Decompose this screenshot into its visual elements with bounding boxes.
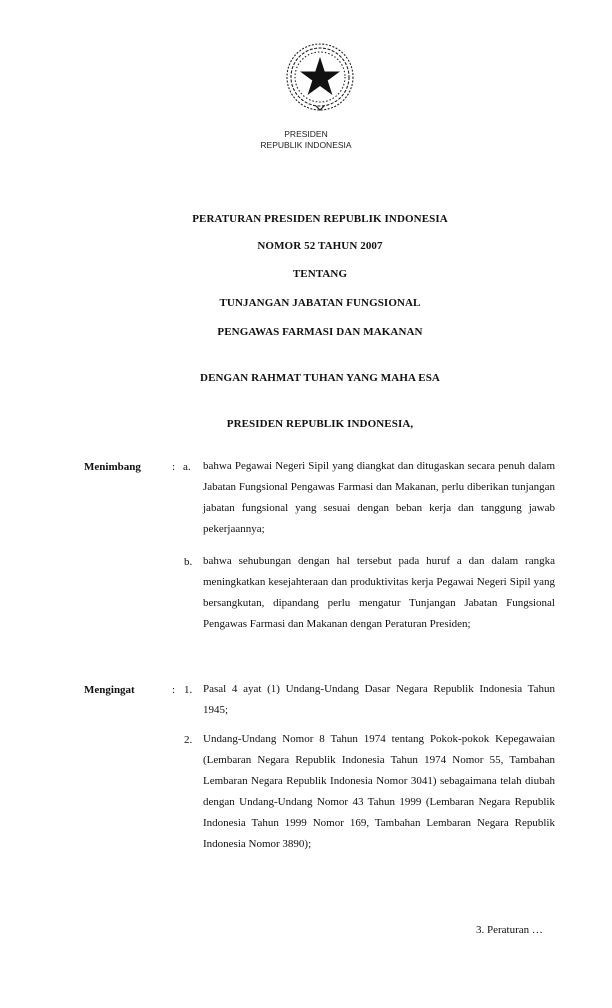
regulation-tentang: TENTANG	[292, 268, 348, 280]
mengingat-marker-1: 1.	[184, 684, 193, 696]
invocation: DENGAN RAHMAT TUHAN YANG MAHA ESA	[200, 372, 440, 384]
regulation-subject-line2: PENGAWAS FARMASI DAN MAKANAN	[217, 326, 423, 338]
regulation-subject-line1: TUNJANGAN JABATAN FUNGSIONAL	[219, 297, 421, 309]
menimbang-marker-b: b.	[184, 556, 193, 568]
mengingat-label: Mengingat	[84, 684, 135, 696]
menimbang-colon: :	[172, 461, 176, 473]
mengingat-item-1: Pasal 4 ayat (1) Undang-Undang Dasar Negara Republik Indonesia Tahun 1945;	[203, 683, 555, 716]
menimbang-label: Menimbang	[84, 461, 141, 473]
menimbang-item-b: bahwa sehubungan dengan hal tersebut pada huruf a dan dalam rangka meningkatkan kesejahteraan dan produktivitas kerja Pegawai Negeri Sipil yang bersangkutan, dipandang perlu mengatur Tunjangan Jabatan Fungsional Pengawas Farmasi dan Makanan dengan Peraturan Presiden;	[203, 555, 555, 630]
page-continuation: 3. Peraturan …	[476, 924, 543, 936]
menimbang-marker-a: a.	[183, 461, 191, 473]
emblem-caption-line1: PRESIDEN	[284, 129, 328, 139]
issuer: PRESIDEN REPUBLIK INDONESIA,	[226, 418, 414, 430]
menimbang-item-a: bahwa Pegawai Negeri Sipil yang diangkat dan ditugaskan secara penuh dalam Jabatan Fungsional Pengawas Farmasi dan Makanan, perlu diberikan tunjangan jabatan fungsional yang sesuai dengan beban kerja dan tanggung jawab pekerjaannya;	[203, 460, 555, 535]
garuda-star-emblem-icon	[283, 40, 357, 114]
mengingat-colon: :	[172, 684, 176, 696]
regulation-title: PERATURAN PRESIDEN REPUBLIK INDONESIA	[192, 213, 448, 225]
emblem-caption-line2: REPUBLIK INDONESIA	[260, 140, 352, 150]
regulation-number: NOMOR 52 TAHUN 2007	[257, 240, 383, 252]
mengingat-item-2: Undang-Undang Nomor 8 Tahun 1974 tentang Pokok-pokok Kepegawaian (Lembaran Negara Republik Indonesia Tahun 1974 Nomor 55, Tambahan Lembaran Negara Republik Indonesia Nomor 3041) sebagaimana telah diubah dengan Undang-Undang Nomor 43 Tahun 1999 (Lembaran Negara Republik Indonesia Tahun 1999 Nomor 169, Tambahan Lembaran Negara Republik Indonesia Nomor 3890);	[203, 733, 555, 850]
mengingat-marker-2: 2.	[184, 734, 193, 746]
